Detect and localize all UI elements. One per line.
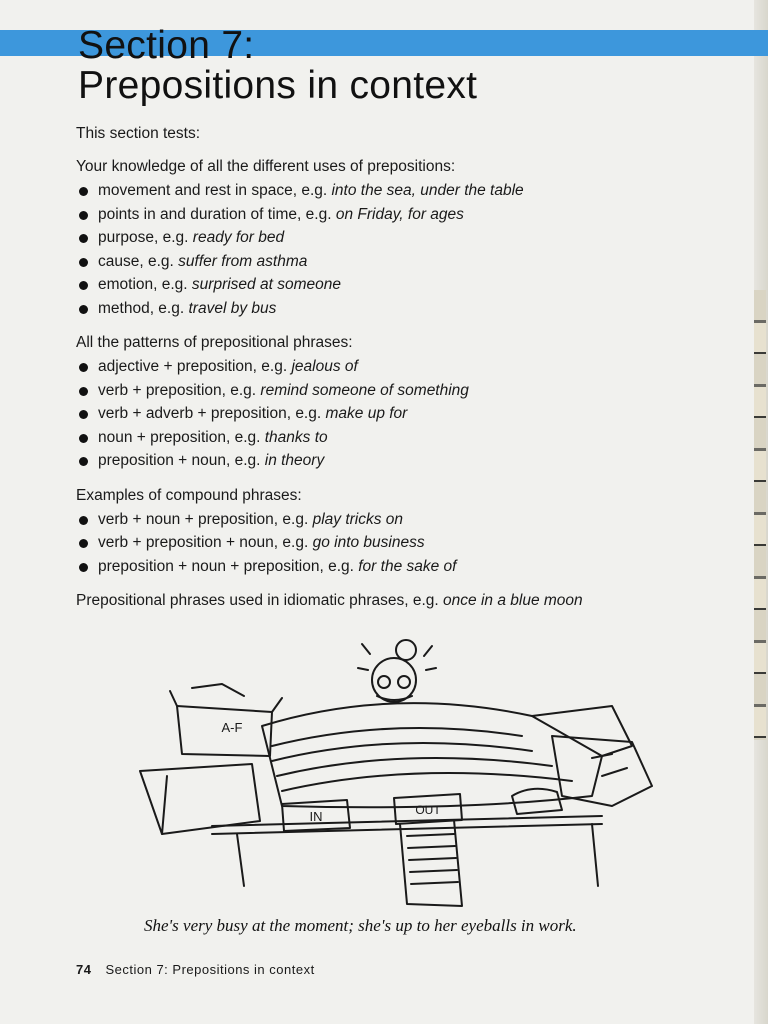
- page-number: 74: [76, 962, 92, 977]
- page-tabs: [754, 290, 766, 740]
- group-heading-patterns: All the patterns of prepositional phrases:: [76, 334, 353, 351]
- list-item: method, e.g. travel by bus: [76, 297, 736, 321]
- list-item: preposition + noun, e.g. in theory: [76, 449, 736, 473]
- group-heading-compound: Examples of compound phrases:: [76, 486, 302, 504]
- page-title: [78, 26, 477, 106]
- list-item: points in and duration of time, e.g. on Friday, for ages: [76, 203, 736, 227]
- list-item: verb + preposition + noun, e.g. go into business: [76, 531, 736, 555]
- list-item: noun + preposition, e.g. thanks to: [76, 426, 736, 450]
- title-line-1: Section 7:: [78, 24, 255, 67]
- list-item: adjective + preposition, e.g. jealous of: [76, 355, 736, 379]
- illustration-caption: She's very busy at the moment; she's up to her eyeballs in work.: [144, 916, 577, 935]
- list-item: verb + noun + preposition, e.g. play tricks on: [76, 508, 736, 532]
- list-item: verb + preposition, e.g. remind someone of something: [76, 379, 736, 403]
- idiom-line: Prepositional phrases used in idiomatic phrases, e.g. once in a blue moon: [76, 592, 583, 609]
- page-footer: [76, 962, 315, 977]
- list-item: cause, e.g. suffer from asthma: [76, 250, 736, 274]
- list-compound: [76, 508, 736, 579]
- title-line-2: Prepositions in context: [78, 64, 478, 107]
- list-item: purpose, e.g. ready for bed: [76, 226, 736, 250]
- out-tray-label: OUT: [415, 803, 441, 817]
- in-tray-label: IN: [309, 809, 323, 824]
- footer-section-title: Section 7: Prepositions in context: [105, 962, 315, 977]
- list-item: verb + adverb + preposition, e.g. make up for: [76, 402, 736, 426]
- list-patterns: [76, 355, 736, 473]
- list-item: preposition + noun + preposition, e.g. for the sake of: [76, 555, 736, 579]
- intro-text: This section tests:: [76, 125, 201, 142]
- content: [76, 124, 736, 611]
- list-item: movement and rest in space, e.g. into the sea, under the table: [76, 179, 736, 203]
- group-heading-uses: Your knowledge of all the different uses of prepositions:: [76, 158, 456, 175]
- box-label: A-F: [221, 720, 243, 735]
- list-item: emotion, e.g. surprised at someone: [76, 273, 736, 297]
- list-uses: [76, 179, 736, 320]
- busy-desk-illustration: [132, 636, 662, 916]
